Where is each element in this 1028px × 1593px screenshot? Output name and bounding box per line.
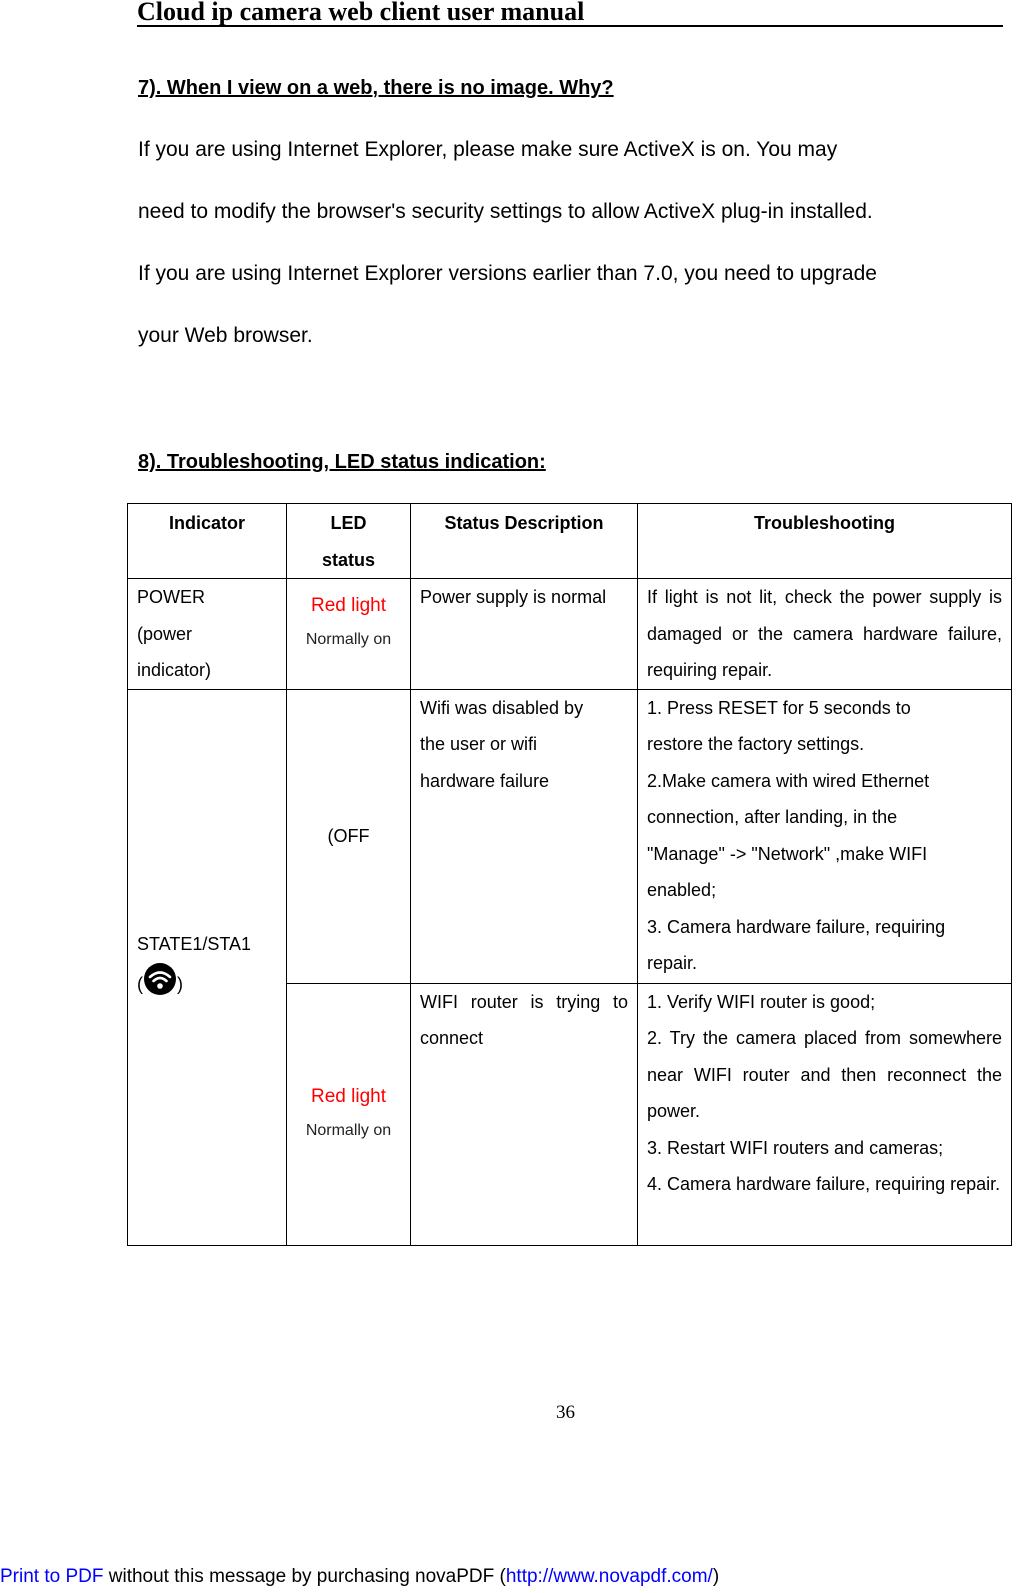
- power-led-main: Red light: [311, 595, 386, 616]
- header-status-description: Status Description: [411, 504, 638, 579]
- wifi-icon: [143, 962, 177, 1009]
- state-off-troubleshooting-line: restore the factory settings.: [647, 734, 865, 754]
- state-off-troubleshooting-line: 3. Camera hardware failure, requiring: [647, 916, 946, 937]
- page-number: 36: [556, 1402, 575, 1423]
- state-red-led-cell: [287, 983, 411, 1245]
- header-led-status: [287, 504, 411, 579]
- section-8-heading: 8). Troubleshooting, LED status indication:: [138, 451, 546, 473]
- state-indicator-label: STATE1/STA1: [137, 933, 252, 954]
- power-indicator-line: (power: [137, 623, 193, 644]
- state-off-troubleshooting-line: 2.Make camera with wired Ethernet: [647, 770, 930, 791]
- novapdf-url-link[interactable]: http://www.novapdf.com/: [505, 1566, 713, 1587]
- footer-text: without this message by purchasing novaPDF (: [103, 1566, 506, 1587]
- state-red-led-sub: Normally on: [305, 1122, 392, 1139]
- power-troubleshooting-cell: If light is not lit, check the power supply is damaged or the camera hardware failure, requiring repair.: [638, 579, 1012, 690]
- power-indicator-line: indicator): [137, 660, 212, 680]
- footer-close: ): [712, 1566, 720, 1587]
- header-troubleshooting: Troubleshooting: [638, 504, 1012, 579]
- header-indicator: Indicator: [128, 504, 287, 579]
- state-off-status-cell: [411, 689, 638, 983]
- power-led-cell: [287, 579, 411, 690]
- state-off-led-cell: (OFF: [287, 689, 411, 983]
- power-indicator-cell: [128, 579, 287, 690]
- novapdf-footer: [0, 1566, 719, 1588]
- state-off-troubleshooting-line: enabled;: [647, 880, 717, 900]
- section-7-line: If you are using Internet Explorer versions earlier than 7.0, you need to upgrade: [138, 262, 877, 285]
- table-header-row: [128, 504, 1012, 579]
- state-red-led-main: Red light: [311, 1086, 386, 1107]
- table-row-power: [128, 579, 1012, 690]
- table-row-state-off: [128, 689, 1012, 983]
- state-red-troubleshooting-line: 3. Restart WIFI routers and cameras;: [647, 1137, 944, 1158]
- led-status-table: [127, 503, 1012, 1246]
- print-to-pdf-link[interactable]: Print to PDF: [0, 1566, 104, 1587]
- state-off-troubleshooting-line: connection, after landing, in the: [647, 807, 898, 827]
- state-off-troubleshooting-line: repair.: [647, 953, 698, 973]
- power-led-sub: Normally on: [305, 631, 392, 648]
- state-red-troubleshooting-line: 1. Verify WIFI router is good;: [647, 991, 876, 1012]
- section-7-line: If you are using Internet Explorer, please make sure ActiveX is on. You may: [138, 138, 838, 161]
- header-led-line1: LED: [330, 513, 367, 533]
- state-indicator-icon-line: ( ): [137, 962, 277, 1009]
- state-off-troubleshooting-cell: [638, 689, 1012, 983]
- power-indicator-line: POWER: [137, 587, 206, 607]
- header-led-line2: status: [321, 549, 375, 570]
- state-red-troubleshooting-cell: [638, 983, 1012, 1245]
- state-off-troubleshooting-line: "Manage" -> "Network" ,make WIFI: [647, 843, 928, 864]
- section-7-line: your Web browser.: [138, 324, 313, 347]
- state-indicator-cell: [128, 689, 287, 1245]
- state-off-status-line: hardware failure: [420, 770, 550, 791]
- state-off-troubleshooting-line: 1. Press RESET for 5 seconds to: [647, 697, 911, 718]
- state-red-troubleshooting-line: 4. Camera hardware failure, requiring repair.: [647, 1174, 1001, 1194]
- running-header: Cloud ip camera web client user manual: [137, 0, 1003, 27]
- section-7-heading: 7). When I view on a web, there is no image. Why?: [138, 77, 614, 99]
- state-off-status-line: the user or wifi: [420, 734, 538, 754]
- state-off-status-line: Wifi was disabled by: [420, 697, 584, 718]
- state-red-status-cell: WIFI router is trying to connect: [411, 983, 638, 1245]
- state-red-troubleshooting-line: 2. Try the camera placed from somewhere near WIFI router and then reconnect the power.: [647, 1028, 1002, 1121]
- section-7-line: need to modify the browser's security settings to allow ActiveX plug-in installed.: [138, 200, 873, 223]
- power-status-cell: Power supply is normal: [411, 579, 638, 690]
